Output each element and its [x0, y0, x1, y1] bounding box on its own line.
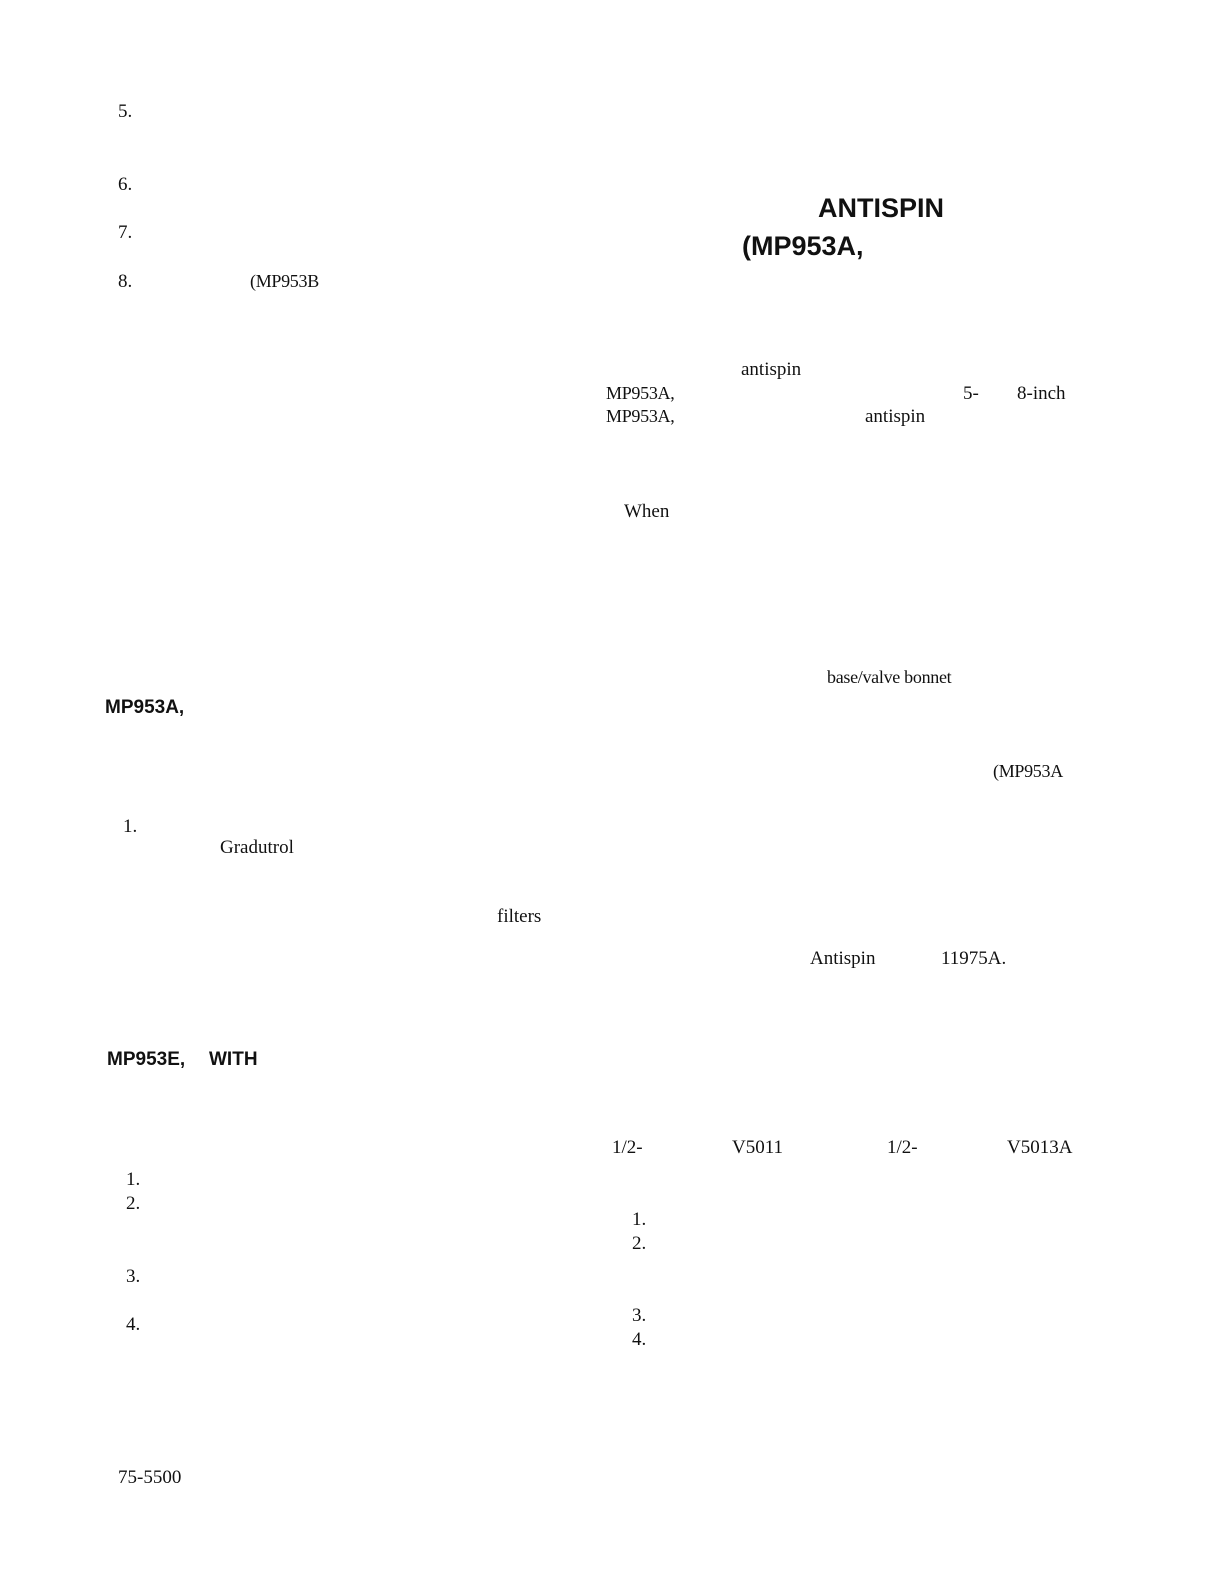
- section-heading-mp953a: MP953A,: [105, 697, 185, 718]
- size-8-inch-text: 8-inch: [1017, 383, 1066, 404]
- section-heading-mp953e: MP953E,: [107, 1049, 186, 1070]
- filters-text: filters: [497, 906, 542, 927]
- left-list-number-1: 1.: [126, 1169, 141, 1190]
- model-mp953a-2: MP953A,: [606, 406, 675, 426]
- section-heading-with: WITH: [209, 1049, 258, 1070]
- left-list-number-2: 2.: [126, 1193, 141, 1214]
- valve-v5011-text: V5011: [732, 1137, 784, 1158]
- right-list-number-2: 2.: [632, 1233, 647, 1254]
- model-reference-mp953a: (MP953A: [993, 761, 1063, 781]
- when-text: When: [624, 501, 670, 522]
- left-list-number-4: 4.: [126, 1314, 141, 1335]
- list-number-6: 6.: [118, 174, 133, 195]
- half-inch-text-1: 1/2-: [612, 1137, 643, 1158]
- antispin-capitalized-text: Antispin: [810, 948, 876, 969]
- document-footer-code: 75-5500: [118, 1467, 182, 1488]
- section-title-antispin: ANTISPIN: [818, 193, 945, 223]
- part-number-text: 11975A.: [941, 948, 1007, 969]
- right-list-number-4: 4.: [632, 1329, 647, 1350]
- gradutrol-text: Gradutrol: [220, 837, 294, 858]
- base-valve-bonnet-text: base/valve bonnet: [827, 667, 952, 687]
- left-list-number-3: 3.: [126, 1266, 141, 1287]
- list-number-8: 8.: [118, 271, 133, 292]
- list-number-5: 5.: [118, 101, 133, 122]
- step-number-1: 1.: [123, 816, 138, 837]
- right-list-number-3: 3.: [632, 1305, 647, 1326]
- list-number-7: 7.: [118, 222, 133, 243]
- half-inch-text-2: 1/2-: [887, 1137, 918, 1158]
- antispin-text-1: antispin: [741, 359, 802, 380]
- model-reference-mp953b: (MP953B: [250, 271, 319, 291]
- antispin-text-2: antispin: [865, 406, 926, 427]
- valve-v5013a-text: V5013A: [1007, 1137, 1073, 1158]
- model-mp953a-1: MP953A,: [606, 383, 675, 403]
- right-list-number-1: 1.: [632, 1209, 647, 1230]
- section-title-model: (MP953A,: [742, 231, 864, 261]
- size-5-text: 5-: [963, 383, 979, 404]
